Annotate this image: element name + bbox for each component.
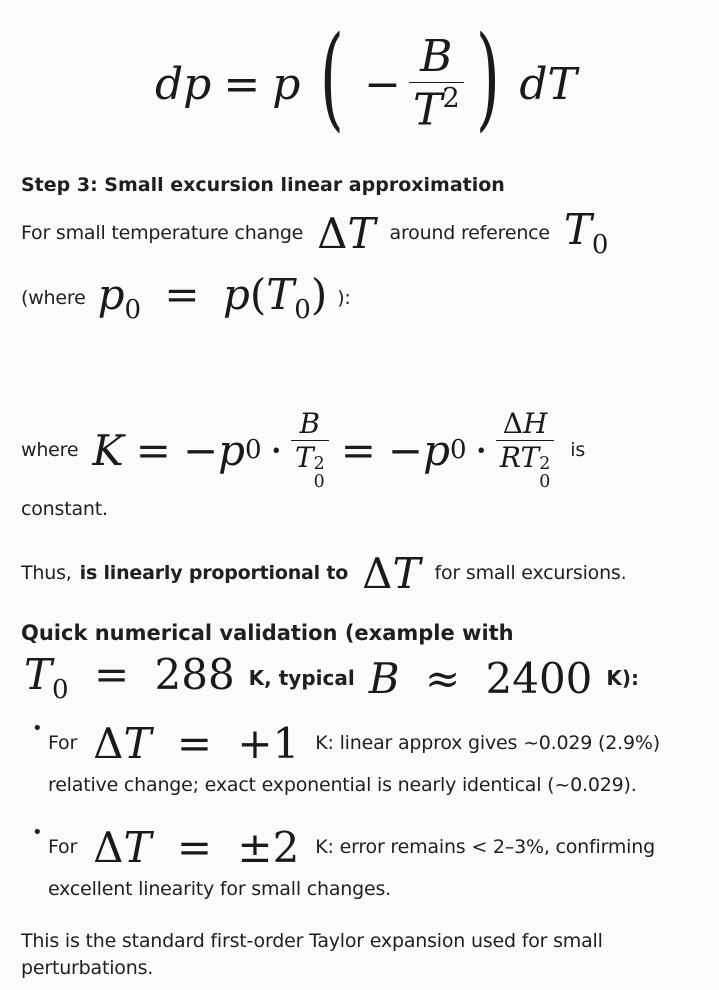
K-frac1: B T 2 0 <box>291 409 329 491</box>
delta-T-symbol-2: ΔT <box>362 548 421 598</box>
eq1-frac-den: T <box>412 84 443 136</box>
K-definition: K = − p 0 · B T 2 0 = − p 0 · ΔH RT 2 0 <box>92 409 554 491</box>
closing-line-2: perturbations. <box>21 957 154 979</box>
bullet-2-pre: For <box>48 836 78 858</box>
validation-line <box>24 650 639 706</box>
validation-post: K): <box>606 666 640 690</box>
bullet-2-post: K: error remains < 2–3%, confirming <box>315 836 655 858</box>
where-label: where <box>21 439 79 461</box>
bullet-1-post: K: linear approx gives ~0.029 (2.9%) <box>315 732 660 754</box>
bullet-2-line1 <box>48 820 655 874</box>
eq1-equals: = <box>223 58 261 110</box>
bullet-1-formula: ΔT = +1 <box>93 718 300 768</box>
eq1-fraction <box>409 30 464 136</box>
step3-line1-pre: For small temperature change <box>21 222 304 244</box>
bullet-1-line2: relative change; exact exponential is nearly identical (~0.029). <box>48 774 637 796</box>
bullet-dot-2: • <box>32 822 43 843</box>
eq1-rparen: ) <box>475 13 500 143</box>
validation-heading: Quick numerical validation (example with <box>21 621 514 645</box>
equation-dp <box>155 13 577 144</box>
step3-line2 <box>21 270 351 326</box>
bullet-2-formula: ΔT = ±2 <box>93 822 300 872</box>
step3-line2-pre: (where <box>21 287 86 309</box>
eq1-lhs: dp <box>155 58 212 110</box>
B-approx: B ≈ 2400 <box>368 653 593 703</box>
eq1-frac-num: B <box>420 30 453 82</box>
where-K-line <box>21 405 585 495</box>
constant-label: constant. <box>21 498 108 520</box>
bullet-1-pre: For <box>48 732 78 754</box>
step3-line1-mid: around reference <box>389 222 550 244</box>
where-is-label: is <box>570 439 586 461</box>
delta-T-symbol: ΔT <box>317 208 376 258</box>
K-frac2: ΔH RT 2 0 <box>496 409 554 491</box>
T0-symbol: $T_0$ <box>563 205 609 261</box>
step3-line2-post: ): <box>337 287 351 309</box>
bullet-2-line2: excellent linearity for small changes. <box>48 878 392 900</box>
T0-288: $T_0 = 288$ <box>24 650 235 706</box>
p0-definition: $p_0 = p(T_0)$ <box>97 270 328 326</box>
closing-line-1: This is the standard first-order Taylor expansion used for small <box>21 930 603 952</box>
eq1-minus: − <box>364 58 401 110</box>
bullet-dot-1: • <box>32 718 43 739</box>
step3-line1 <box>21 205 608 261</box>
thus-post: for small excursions. <box>434 562 627 584</box>
step3-heading: Step 3: Small excursion linear approximation <box>21 174 505 196</box>
thus-line <box>21 545 626 601</box>
eq1-lparen: ( <box>320 13 345 143</box>
validation-mid: K, typical <box>248 666 355 690</box>
eq1-dT: dT <box>519 58 577 110</box>
eq1-frac-den-exp: 2 <box>442 83 460 115</box>
thus-pre: Thus, <box>21 562 72 584</box>
thus-bold: is linearly proportional to <box>79 562 349 584</box>
bullet-1-line1 <box>48 716 660 770</box>
eq1-p: p <box>272 58 301 110</box>
